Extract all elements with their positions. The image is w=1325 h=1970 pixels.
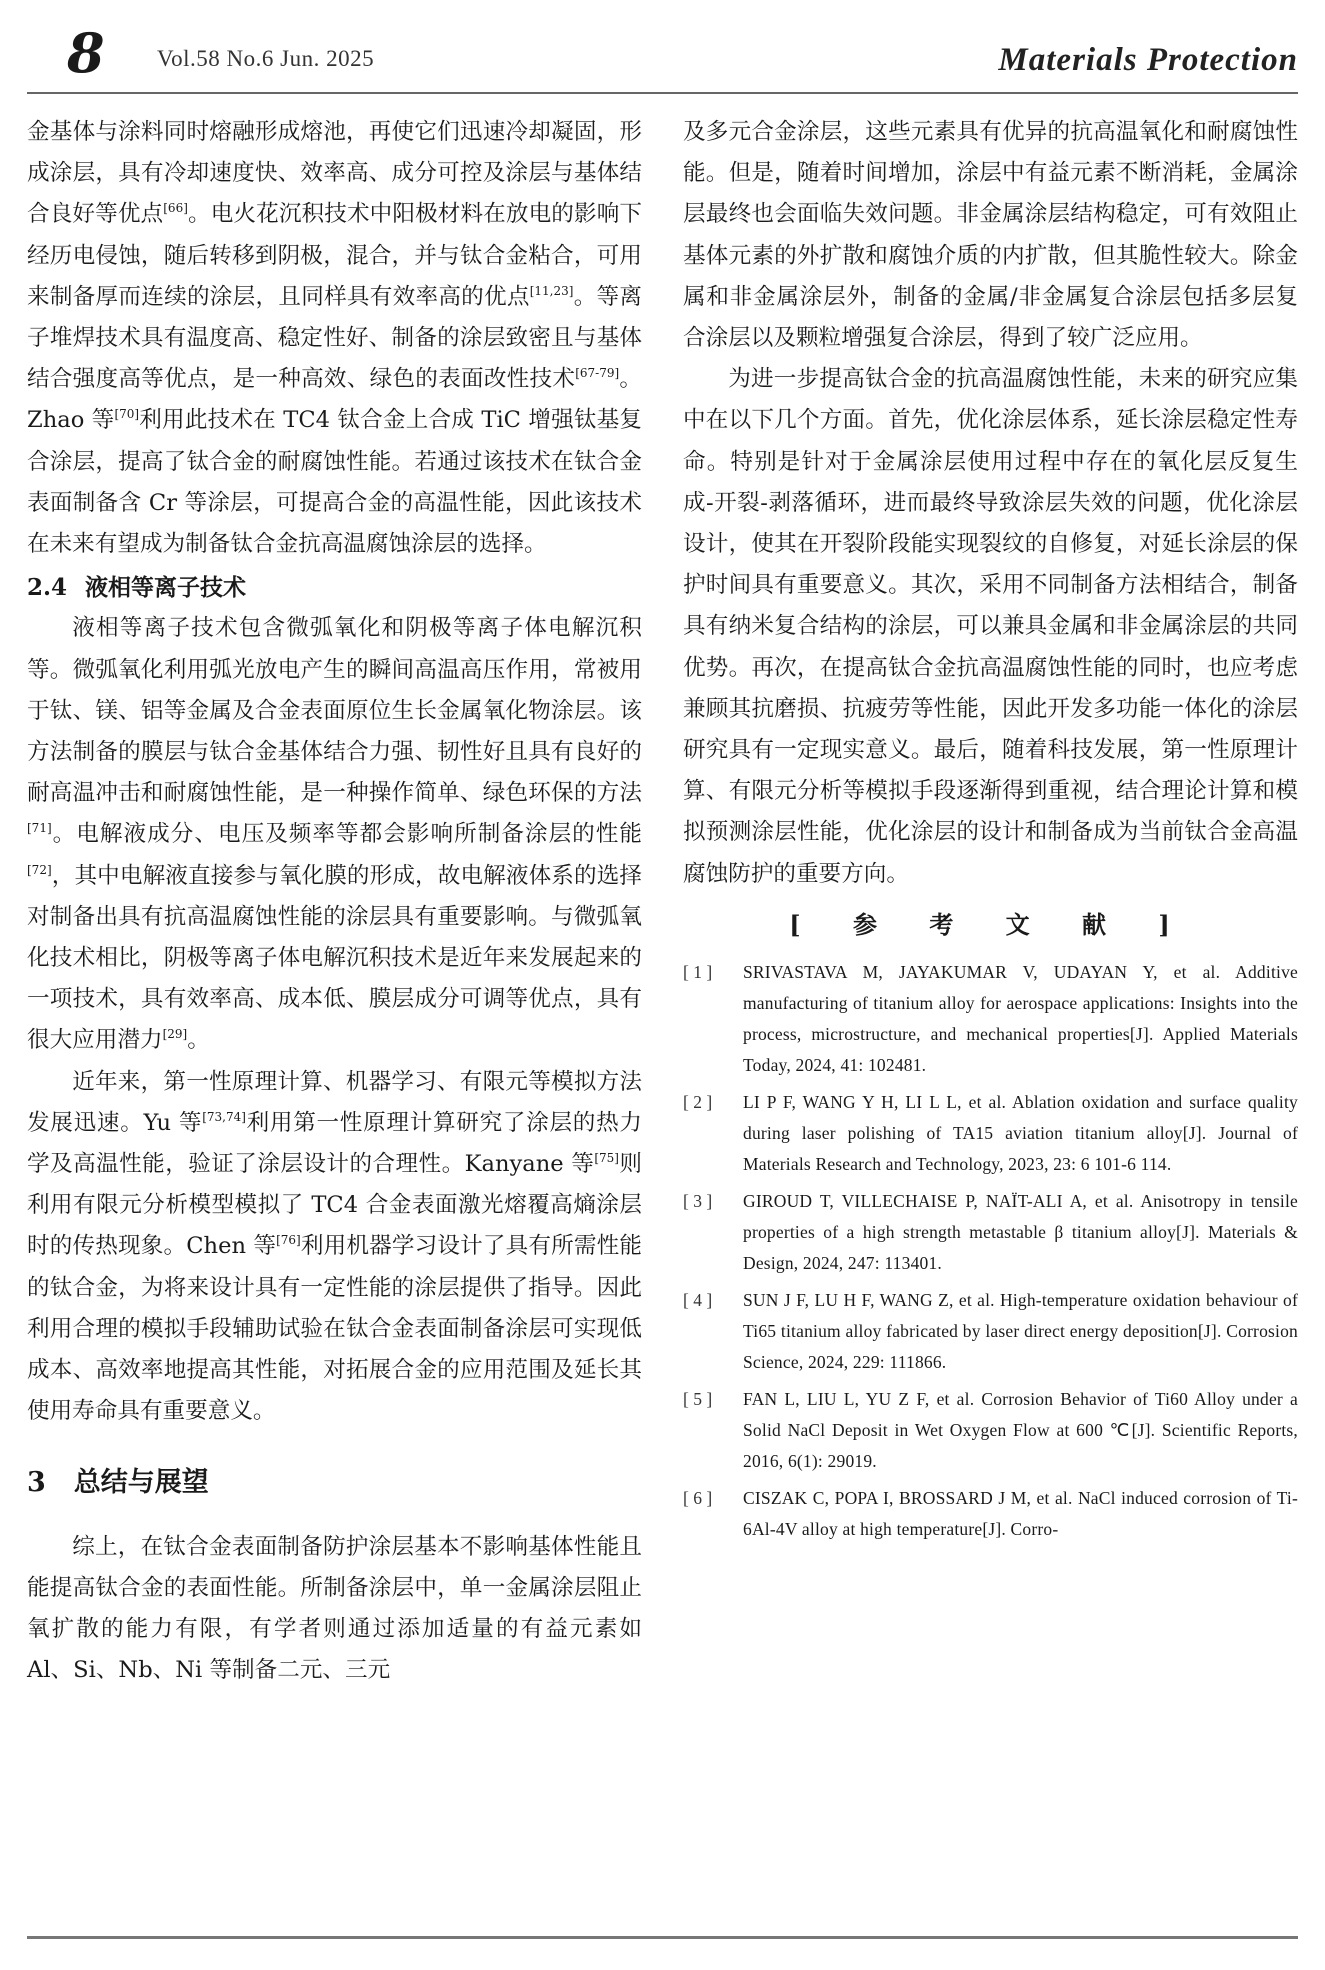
paragraph: 及多元合金涂层，这些元素具有优异的抗高温氧化和耐腐蚀性能。但是，随着时间增加，涂层中有益元素不断消耗，金属涂层最终也会面临失效问题。非金属涂层结构稳定，可有效阻止基体元素的外扩散和腐蚀介质的内扩散，但其脆性较大。除金属和非金属涂层外，制备的金属/非金属复合涂层包括多层复合涂层以及颗粒增强复合涂层，得到了较广泛应用。 — [683, 119, 1298, 352]
reference-item: [ 3 ] GIROUD T, VILLECHAISE P, NAÏT-ALI A, et al. Anisotropy in tensile properties of a high strength metastable β titanium alloy[J]. Materials & Design, 2024, 247: 113401. — [683, 1190, 1298, 1273]
reference-item: [ 4 ] SUN J F, LU H F, WANG Z, et al. High-temperature oxidation behaviour of Ti65 titanium alloy fabricated by laser direct energy deposition[J]. Corrosion Science, 2024, 229: 111866. — [683, 1289, 1298, 1372]
issue-info: Vol.58 No.6 Jun. 2025 — [157, 46, 375, 71]
paragraph: 金基体与涂料同时熔融形成熔池，再使它们迅速冷却凝固，形成涂层，具有冷却速度快、效率高、成分可控及涂层与基体结合良好等优点[66]。电火花沉积技术中阳极材料在放电的影响下经历电侵蚀，随后转移到阴极，混合，并与钛合金粘合，可用来制备厚而连续的涂层，且同样具有效率高的优点[11,23]。等离子堆焊技术具有温度高、稳定性好、制备的涂层致密且与基体结合强度高等优点，是一种高效、绿色的表面改性技术[67-79]。Zhao 等[70]利用此技术在 TC4 钛合金上合成 TiC 增强钛基复合涂层，提高了钛合金的耐腐蚀性能。若通过该技术在钛合金表面制备含 Cr 等涂层，可提高合金的高温性能，因此该技术在未来有望成为制备钛合金抗高温腐蚀涂层的选择。 — [27, 119, 643, 558]
page-header — [27, 22, 1298, 88]
paragraph: 近年来，第一性原理计算、机器学习、有限元等模拟方法发展迅速。Yu 等[73,74]利用第一性原理计算研究了涂层的热力学及高温性能，验证了涂层设计的合理性。Kanyane 等[75]则利用有限元分析模型模拟了 TC4 合金表面激光熔覆高熵涂层时的传热现象。Chen 等[76]利用机器学习设计了具有所需性能的钛合金，为将来设计具有一定性能的涂层提供了指导。因此利用合理的模拟手段辅助试验在钛合金表面制备涂层可实现低成本、高效率地提高其性能，对拓展合金的应用范围及延长其使用寿命具有重要意义。 — [27, 1068, 643, 1425]
reference-item: [ 1 ] SRIVASTAVA M, JAYAKUMAR V, UDAYAN Y, et al. Additive manufacturing of titanium alloy for aerospace applications: Insights into the process, microstructure, and mechanical properties[J]. Applied Materials Today, 2024, 41: 102481. — [683, 961, 1298, 1075]
journal-name: Materials Protection — [998, 42, 1298, 78]
references-heading: [ 参 考 文 献 ] — [789, 909, 1192, 939]
header-rule — [27, 92, 1298, 94]
section-heading-3: 3 总结与展望 — [27, 1466, 209, 1498]
page-number: 8 — [67, 21, 105, 85]
section-heading-2-4: 2.4 液相等离子技术 — [27, 574, 247, 602]
reference-item: [ 6 ] CISZAK C, POPA I, BROSSARD J M, et al. NaCl induced corrosion of Ti-6Al-4V alloy at high temperature[J]. Corro- — [683, 1487, 1298, 1539]
paragraph: 液相等离子技术包含微弧氧化和阴极等离子体电解沉积等。微弧氧化利用弧光放电产生的瞬间高温高压作用，常被用于钛、镁、铝等金属及合金表面原位生长金属氧化物涂层。该方法制备的膜层与钛合金基体结合力强、韧性好且具有良好的耐高温冲击和耐腐蚀性能，是一种操作简单、绿色环保的方法[71]。电解液成分、电压及频率等都会影响所制备涂层的性能[72]，其中电解液直接参与氧化膜的形成，故电解液体系的选择对制备出具有抗高温腐蚀性能的涂层具有重要影响。与微弧氧化技术相比，阴极等离子体电解沉积技术是近年来发展起来的一项技术，具有效率高、成本低、膜层成分可调等优点，具有很大应用潜力[29]。 — [27, 615, 642, 1054]
paragraph: 为进一步提高钛合金的抗高温腐蚀性能，未来的研究应集中在以下几个方面。首先，优化涂层体系，延长涂层稳定性寿命。特别是针对于金属涂层使用过程中存在的氧化层反复生成-开裂-剥落循环，进而最终导致涂层失效的问题，优化涂层设计，使其在开裂阶段能实现裂纹的自修复，对延长涂层的保护时间具有重要意义。其次，采用不同制备方法相结合，制备具有纳米复合结构的涂层，可以兼具金属和非金属涂层的共同优势。再次，在提高钛合金抗高温腐蚀性能的同时，也应考虑兼顾其抗磨损、抗疲劳等性能，因此开发多功能一体化的涂层研究具有一定现实意义。最后，随着科技发展，第一性原理计算、有限元分析等模拟手段逐渐得到重视，结合理论计算和模拟预测涂层性能，优化涂层的设计和制备成为当前钛合金高温腐蚀防护的重要方向。 — [683, 366, 1298, 887]
right-column — [683, 112, 1298, 1551]
paragraph: 综上，在钛合金表面制备防护涂层基本不影响基体性能且能提高钛合金的表面性能。所制备涂层中，单一金属涂层阻止氧扩散的能力有限，有学者则通过添加适量的有益元素如 Al、Si、Nb、Ni 等制备二元、三元 — [27, 1533, 642, 1684]
reference-item: [ 2 ] LI P F, WANG Y H, LI L L, et al. Ablation oxidation and surface quality during laser polishing of TA15 aviation titanium alloy[J]. Journal of Materials Research and Technology, 2023, 23: 6 101-6 114. — [683, 1091, 1298, 1174]
reference-list — [683, 957, 1298, 1545]
left-column — [27, 112, 642, 1691]
footer-rule — [27, 1936, 1298, 1939]
reference-item: [ 5 ] FAN L, LIU L, YU Z F, et al. Corrosion Behavior of Ti60 Alloy under a Solid NaCl Deposit in Wet Oxygen Flow at 600 ℃[J]. Scientific Reports, 2016, 6(1): 29019. — [683, 1388, 1298, 1471]
